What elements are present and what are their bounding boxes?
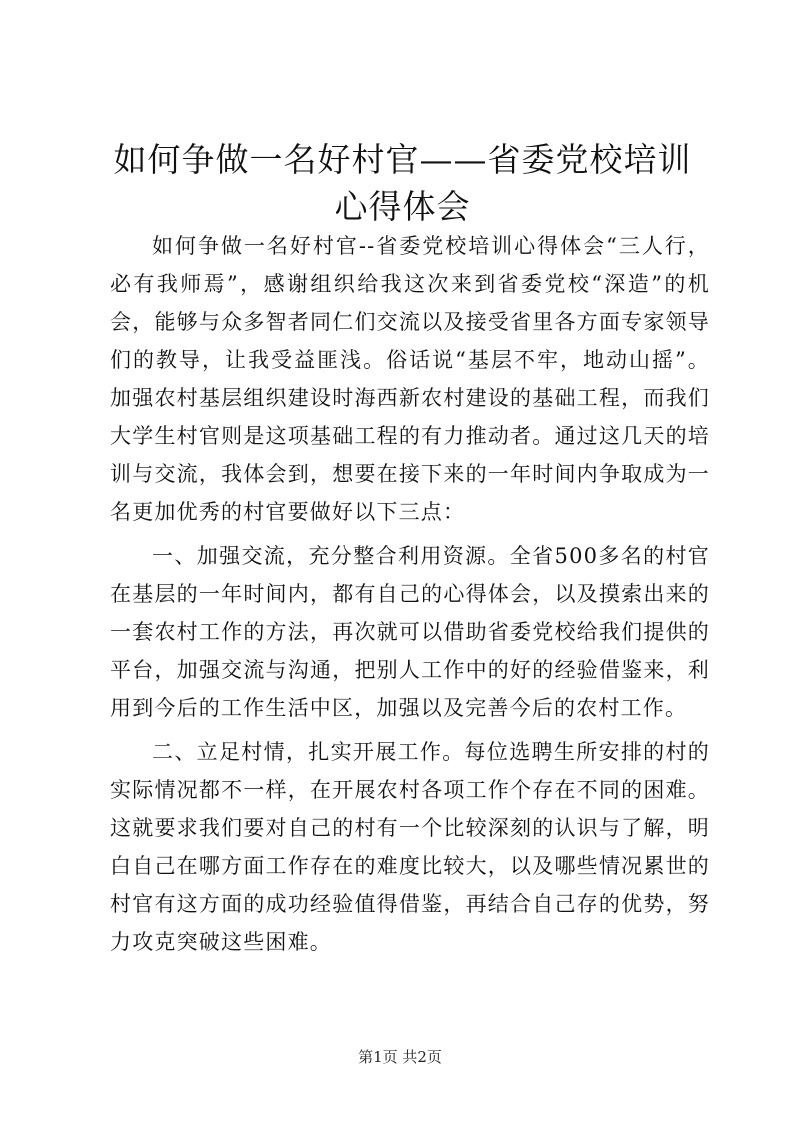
document-title: 如何争做一名好村官——省委党校培训心得体会 [113, 140, 692, 226]
paragraph-point-two: 二、立足村情，扎实开展工作。每位选聘生所安排的村的实际情况都不一样，在开展农村各项工作个存在不同的困难。这就要求我们要对自己的村有一个比较深刻的认识与了解，明白自己在哪方面工作存在的难度比较大，以及哪些情况累世的村官有这方面的成功经验值得借鉴，再结合自己存的优势，努力攻克突破这些困难。 [110, 740, 710, 954]
page-footer [0, 1047, 800, 1067]
paragraph-intro: 如何争做一名好村官--省委党校培训心得体会“三人行，必有我师焉”，感谢组织给我这次来到省委党校“深造”的机会，能够与众多智者同仁们交流以及接受省里各方面专家领导们的教导，让我受益匪浅。俗话说“基层不牢，地动山摇”。加强农村基层组织建设时海西新农村建设的基础工程，而我们大学生村官则是这项基础工程的有力推动者。通过这几天的培训与交流，我体会到，想要在接下来的一年时间内争取成为一名更加优秀的村官要做好以下三点： [110, 234, 710, 524]
document-body [110, 227, 710, 967]
paragraph-point-one: 一、加强交流，充分整合利用资源。全省500多名的村官在基层的一年时间内，都有自己的心得体会，以及摸索出来的一套农村工作的方法，再次就可以借助省委党校给我们提供的平台，加强交流与沟通，把别人工作中的好的经验借鉴来，利用到今后的工作生活中区，加强以及完善今后的农村工作。 [110, 544, 710, 720]
page-number-indicator: 第1页 共2页 [358, 1048, 442, 1066]
